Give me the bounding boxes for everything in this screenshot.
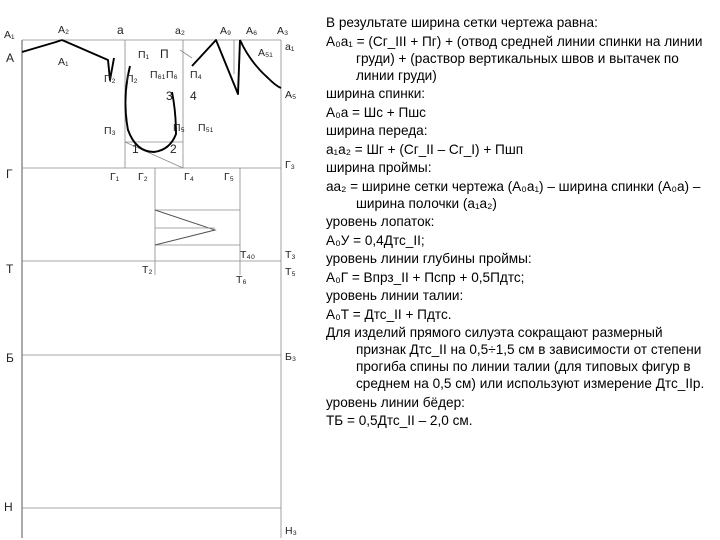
label-a6: А₆	[246, 25, 258, 37]
label-num-1: 1	[132, 142, 139, 156]
point-labels	[4, 23, 297, 537]
label-p2: П₂	[104, 73, 116, 85]
text-line-8: аа₂ = ширине сетки чертежа (А₀а₁) – ширина спинки (А₀а) – ширина полочки (а₁а₂)	[326, 178, 701, 211]
label-b3: Б₃	[285, 351, 297, 363]
label-b: Б	[6, 351, 14, 365]
label-h3: Н₃	[285, 525, 297, 537]
shoulder-aux-line	[180, 50, 192, 58]
label-small-a: а	[117, 23, 124, 37]
text-line-15: Для изделий прямого силуэта сокращают размерный признак Дтс_II на 0,5÷1,5 см в зависимости от степени прогиба спины по линии талии (для типовых фигур в среднем на 0,5 см) или используют измерение Дтс_IIр.	[326, 325, 705, 391]
label-p4: П₄	[190, 69, 202, 81]
label-g5: Г₅	[224, 171, 234, 183]
text-line-4: А₀а = Шс + Пшс	[326, 104, 426, 120]
label-a2-top: А₂	[58, 24, 70, 36]
label-p61: П₆₁	[150, 69, 166, 81]
text-line-13: уровень линии талии:	[326, 288, 464, 303]
text-line-1: В результате ширина сетки чертежа равна:	[326, 15, 598, 30]
front-shoulder-dart	[192, 40, 240, 94]
text-line-7: ширина проймы:	[326, 160, 432, 175]
construction-text	[326, 14, 714, 431]
label-small-a1: а₁	[285, 41, 295, 53]
label-g: Г	[6, 167, 13, 181]
drafting-grid	[22, 40, 281, 538]
label-num-2: 2	[170, 142, 177, 156]
back-neckline	[22, 40, 62, 52]
label-a: А	[6, 51, 15, 65]
text-line-11: уровень линии глубины проймы:	[326, 251, 532, 266]
label-g4: Г₄	[184, 171, 194, 183]
label-a1-top: A₁	[4, 29, 15, 41]
label-t3: Т₃	[285, 249, 296, 261]
label-a1-mid: А₁	[58, 56, 69, 68]
label-t6: Т₆	[236, 274, 247, 286]
label-p: П	[160, 47, 169, 61]
label-p3: П₃	[104, 125, 116, 137]
text-line-14: А₀Т = Дтс_II + Пдтс.	[326, 306, 452, 322]
text-line-2: А₀а₁ = (Сг_III + Пг) + (отвод средней линии спинки на линии груди) + (раствор вертикальных швов и вытачек по линии груди)	[326, 33, 703, 83]
text-line-5: ширина переда:	[326, 123, 428, 138]
label-a5: А₅	[285, 89, 297, 101]
pattern-drawing	[0, 0, 310, 540]
text-line-10: А₀У = 0,4Дтс_II;	[326, 232, 425, 248]
text-line-9: уровень лопаток:	[326, 214, 435, 229]
label-g1: Г₁	[110, 171, 120, 183]
text-line-6: а₁а₂ = Шг + (Сг_II – Сг_I) + Пшп	[326, 141, 524, 157]
bust-dart	[155, 210, 215, 245]
label-a51: А₅₁	[258, 47, 273, 59]
text-line-16: уровень линии бёдер:	[326, 394, 465, 410]
label-p51: П₅₁	[198, 122, 214, 134]
label-t40: Т₄₀	[240, 249, 256, 261]
label-p6: П₆	[166, 69, 178, 81]
label-g2: Г₂	[138, 171, 148, 183]
label-a9: А₉	[220, 25, 232, 37]
label-num-4: 4	[190, 89, 197, 103]
text-line-3: ширина спинки:	[326, 86, 426, 101]
text-line-17: ТБ = 0,5Дтс_II – 2,0 см.	[326, 413, 473, 428]
label-t5: Т₅	[285, 266, 296, 278]
label-num-3: 3	[166, 89, 173, 103]
label-h: Н	[4, 500, 13, 514]
label-p5: П₅	[173, 122, 185, 134]
label-small-a2: а₂	[175, 25, 185, 37]
label-g3: Г₃	[285, 159, 295, 171]
label-t2: Т₂	[142, 264, 153, 276]
text-line-12: А₀Г = Впрз_II + Пспр + 0,5Пдтс;	[326, 269, 525, 285]
label-p1: П₁	[138, 49, 150, 61]
label-t: Т	[6, 262, 14, 276]
label-a3: А₃	[277, 25, 289, 37]
label-p2b: П₂	[126, 73, 138, 85]
